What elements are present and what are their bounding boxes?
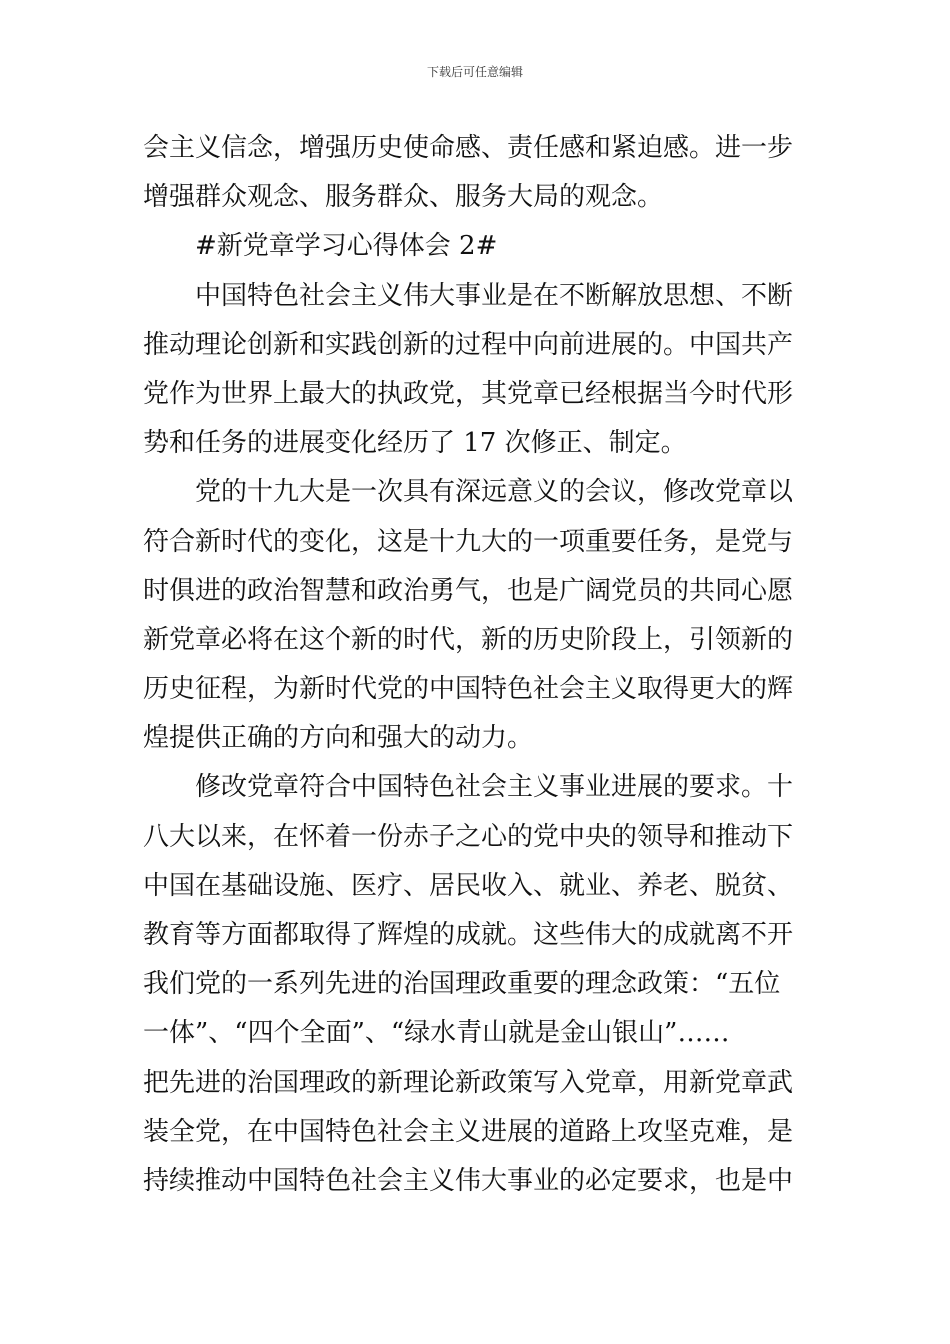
- text-line: 八大以来，在怀着一份赤子之心的党中央的领导和推动下: [143, 821, 794, 852]
- text-line: 中国特色社会主义伟大事业是在不断解放思想、不断: [195, 280, 794, 311]
- text-line: 时俱进的政治智慧和政治勇气，也是广阔党员的共同心愿: [143, 575, 794, 606]
- text-line: 一体”、“四个全面”、“绿水青山就是金山银山”……: [143, 1018, 730, 1049]
- text-line: 会主义信念，增强历史使命感、责任感和紧迫感。进一步: [143, 133, 794, 163]
- text-line: 历史征程，为新时代党的中国特色社会主义取得更大的辉: [143, 674, 794, 705]
- text-line: 党的十九大是一次具有深远意义的会议，修改党章以: [195, 477, 794, 508]
- page-header: 下载后可任意编辑: [426, 65, 523, 79]
- document-body: [143, 124, 807, 1206]
- text-line: 符合新时代的变化，这是十九大的一项重要任务，是党与: [143, 526, 794, 557]
- text-line: 教育等方面都取得了辉煌的成就。这些伟大的成就离不开: [143, 920, 794, 950]
- text-line: 我们党的一系列先进的治国理政重要的理念政策：“五位: [143, 969, 781, 1000]
- text-line: 煌提供正确的方向和强大的动力。: [143, 723, 534, 754]
- text-line: 把先进的治国理政的新理论新政策写入党章，用新党章武: [143, 1067, 794, 1098]
- text-line: 增强群众观念、服务群众、服务大局的观念。: [143, 182, 664, 213]
- text-line: 修改党章符合中国特色社会主义事业进展的要求。十: [195, 772, 794, 803]
- text-line: 中国在基础设施、医疗、居民收入、就业、养老、脱贫、: [143, 870, 794, 901]
- text-line: 新党章必将在这个新的时代，新的历史阶段上，引领新的: [143, 624, 794, 655]
- text-line: 党作为世界上最大的执政党，其党章已经根据当今时代形: [143, 378, 794, 409]
- text-line: 势和任务的进展变化经历了 17 次修正、制定。: [143, 428, 687, 459]
- text-line: 装全党，在中国特色社会主义进展的道路上攻坚克难，是: [143, 1116, 794, 1147]
- text-line: 推动理论创新和实践创新的过程中向前进展的。中国共产: [143, 329, 794, 360]
- section-heading: #新党章学习心得体会 2#: [195, 231, 498, 262]
- text-line: 持续推动中国特色社会主义伟大事业的必定要求，也是中: [143, 1165, 794, 1196]
